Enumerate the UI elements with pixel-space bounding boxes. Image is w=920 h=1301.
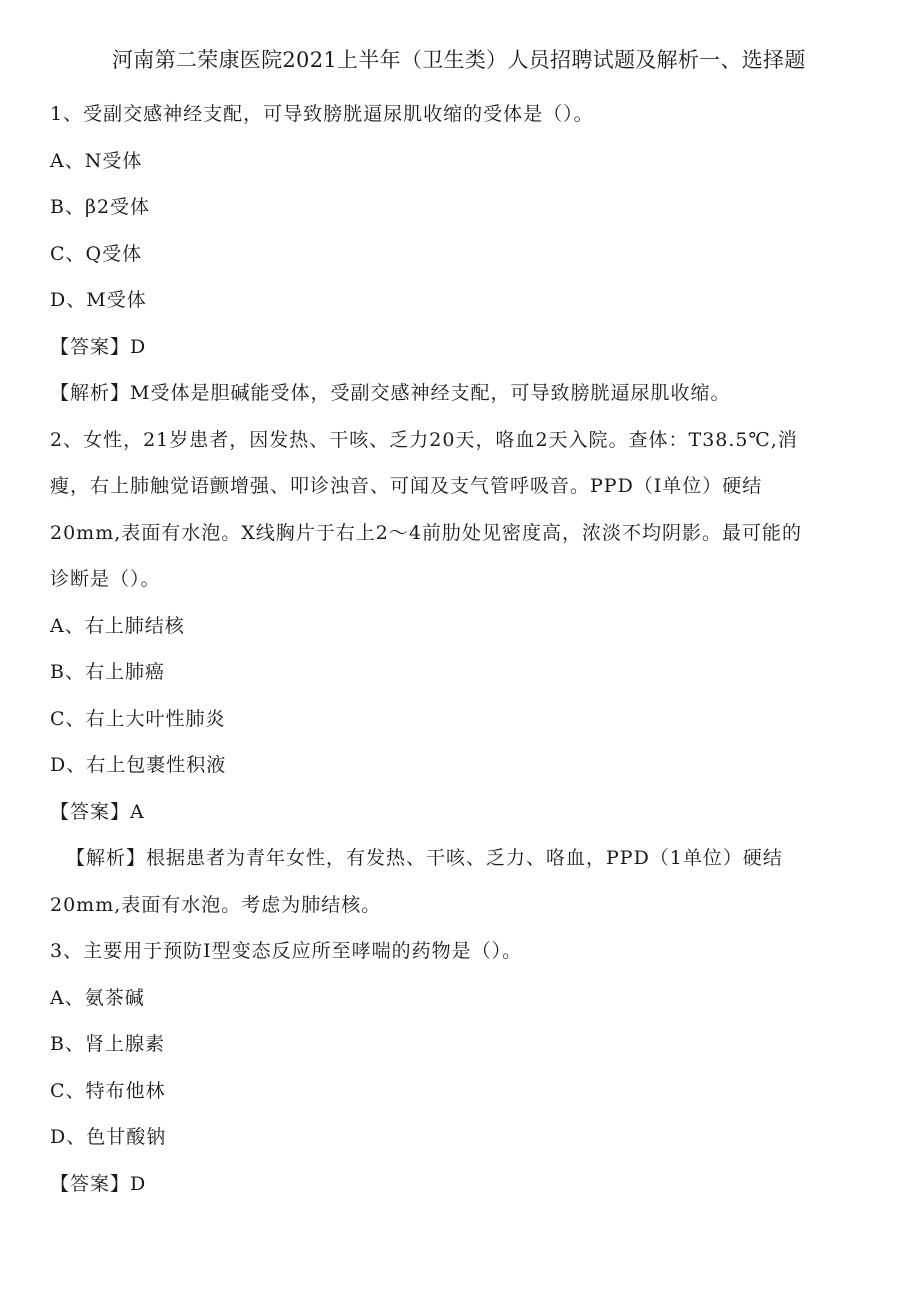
q2-explanation-line-2: 20mm,表面有水泡。考虑为肺结核。 xyxy=(50,893,382,916)
q1-option-b: B、β2受体 xyxy=(50,196,151,218)
q2-option-a: A、右上肺结核 xyxy=(50,614,185,637)
q2-answer: 【答案】A xyxy=(50,800,145,823)
q1-stem: 1、受副交感神经支配，可导致膀胱逼尿肌收缩的受体是（）。 xyxy=(50,103,594,125)
q1-explanation: 【解析】M受体是胆碱能受体，受副交感神经支配，可导致膀胱逼尿肌收缩。 xyxy=(50,382,731,404)
q2-option-c: C、右上大叶性肺炎 xyxy=(50,707,226,730)
q2-option-d: D、右上包裹性积液 xyxy=(50,754,227,776)
q3-answer: 【答案】D xyxy=(50,1172,147,1195)
q2-explanation-line-1: 【解析】根据患者为青年女性，有发热、干咳、乏力、咯血，PPD（1单位）硬结 xyxy=(66,847,783,869)
q2-option-b: B、右上肺癌 xyxy=(50,661,165,683)
q3-stem: 3、主要用于预防I型变态反应所至哮喘的药物是（）。 xyxy=(50,940,523,962)
q3-option-a: A、氨茶碱 xyxy=(50,986,145,1009)
q2-stem-line-3: 20mm,表面有水泡。X线胸片于右上2～4前肋处见密度高，浓淡不均阴影。最可能的 xyxy=(50,521,802,544)
q1-option-c: C、Q受体 xyxy=(50,242,143,265)
document-body xyxy=(50,91,860,1207)
q3-option-d: D、色甘酸钠 xyxy=(50,1126,167,1148)
q1-option-d: D、M受体 xyxy=(50,289,147,311)
q1-answer: 【答案】D xyxy=(50,335,147,358)
q3-option-c: C、特布他林 xyxy=(50,1079,166,1102)
q2-stem-line-4: 诊断是（）。 xyxy=(50,568,161,590)
q1-option-a: A、N受体 xyxy=(50,149,143,172)
q3-option-b: B、肾上腺素 xyxy=(50,1033,165,1055)
q2-stem-line-1: 2、女性，21岁患者，因发热、干咳、乏力20天，咯血2天入院。查体：T38.5℃,消 xyxy=(50,428,798,451)
q2-stem-line-2: 瘦，右上肺触觉语颤增强、叩诊浊音、可闻及支气管呼吸音。PPD（I单位）硬结 xyxy=(50,475,763,497)
document-title: 河南第二荣康医院2021上半年（卫生类）人员招聘试题及解析一、选择题 xyxy=(112,48,806,72)
